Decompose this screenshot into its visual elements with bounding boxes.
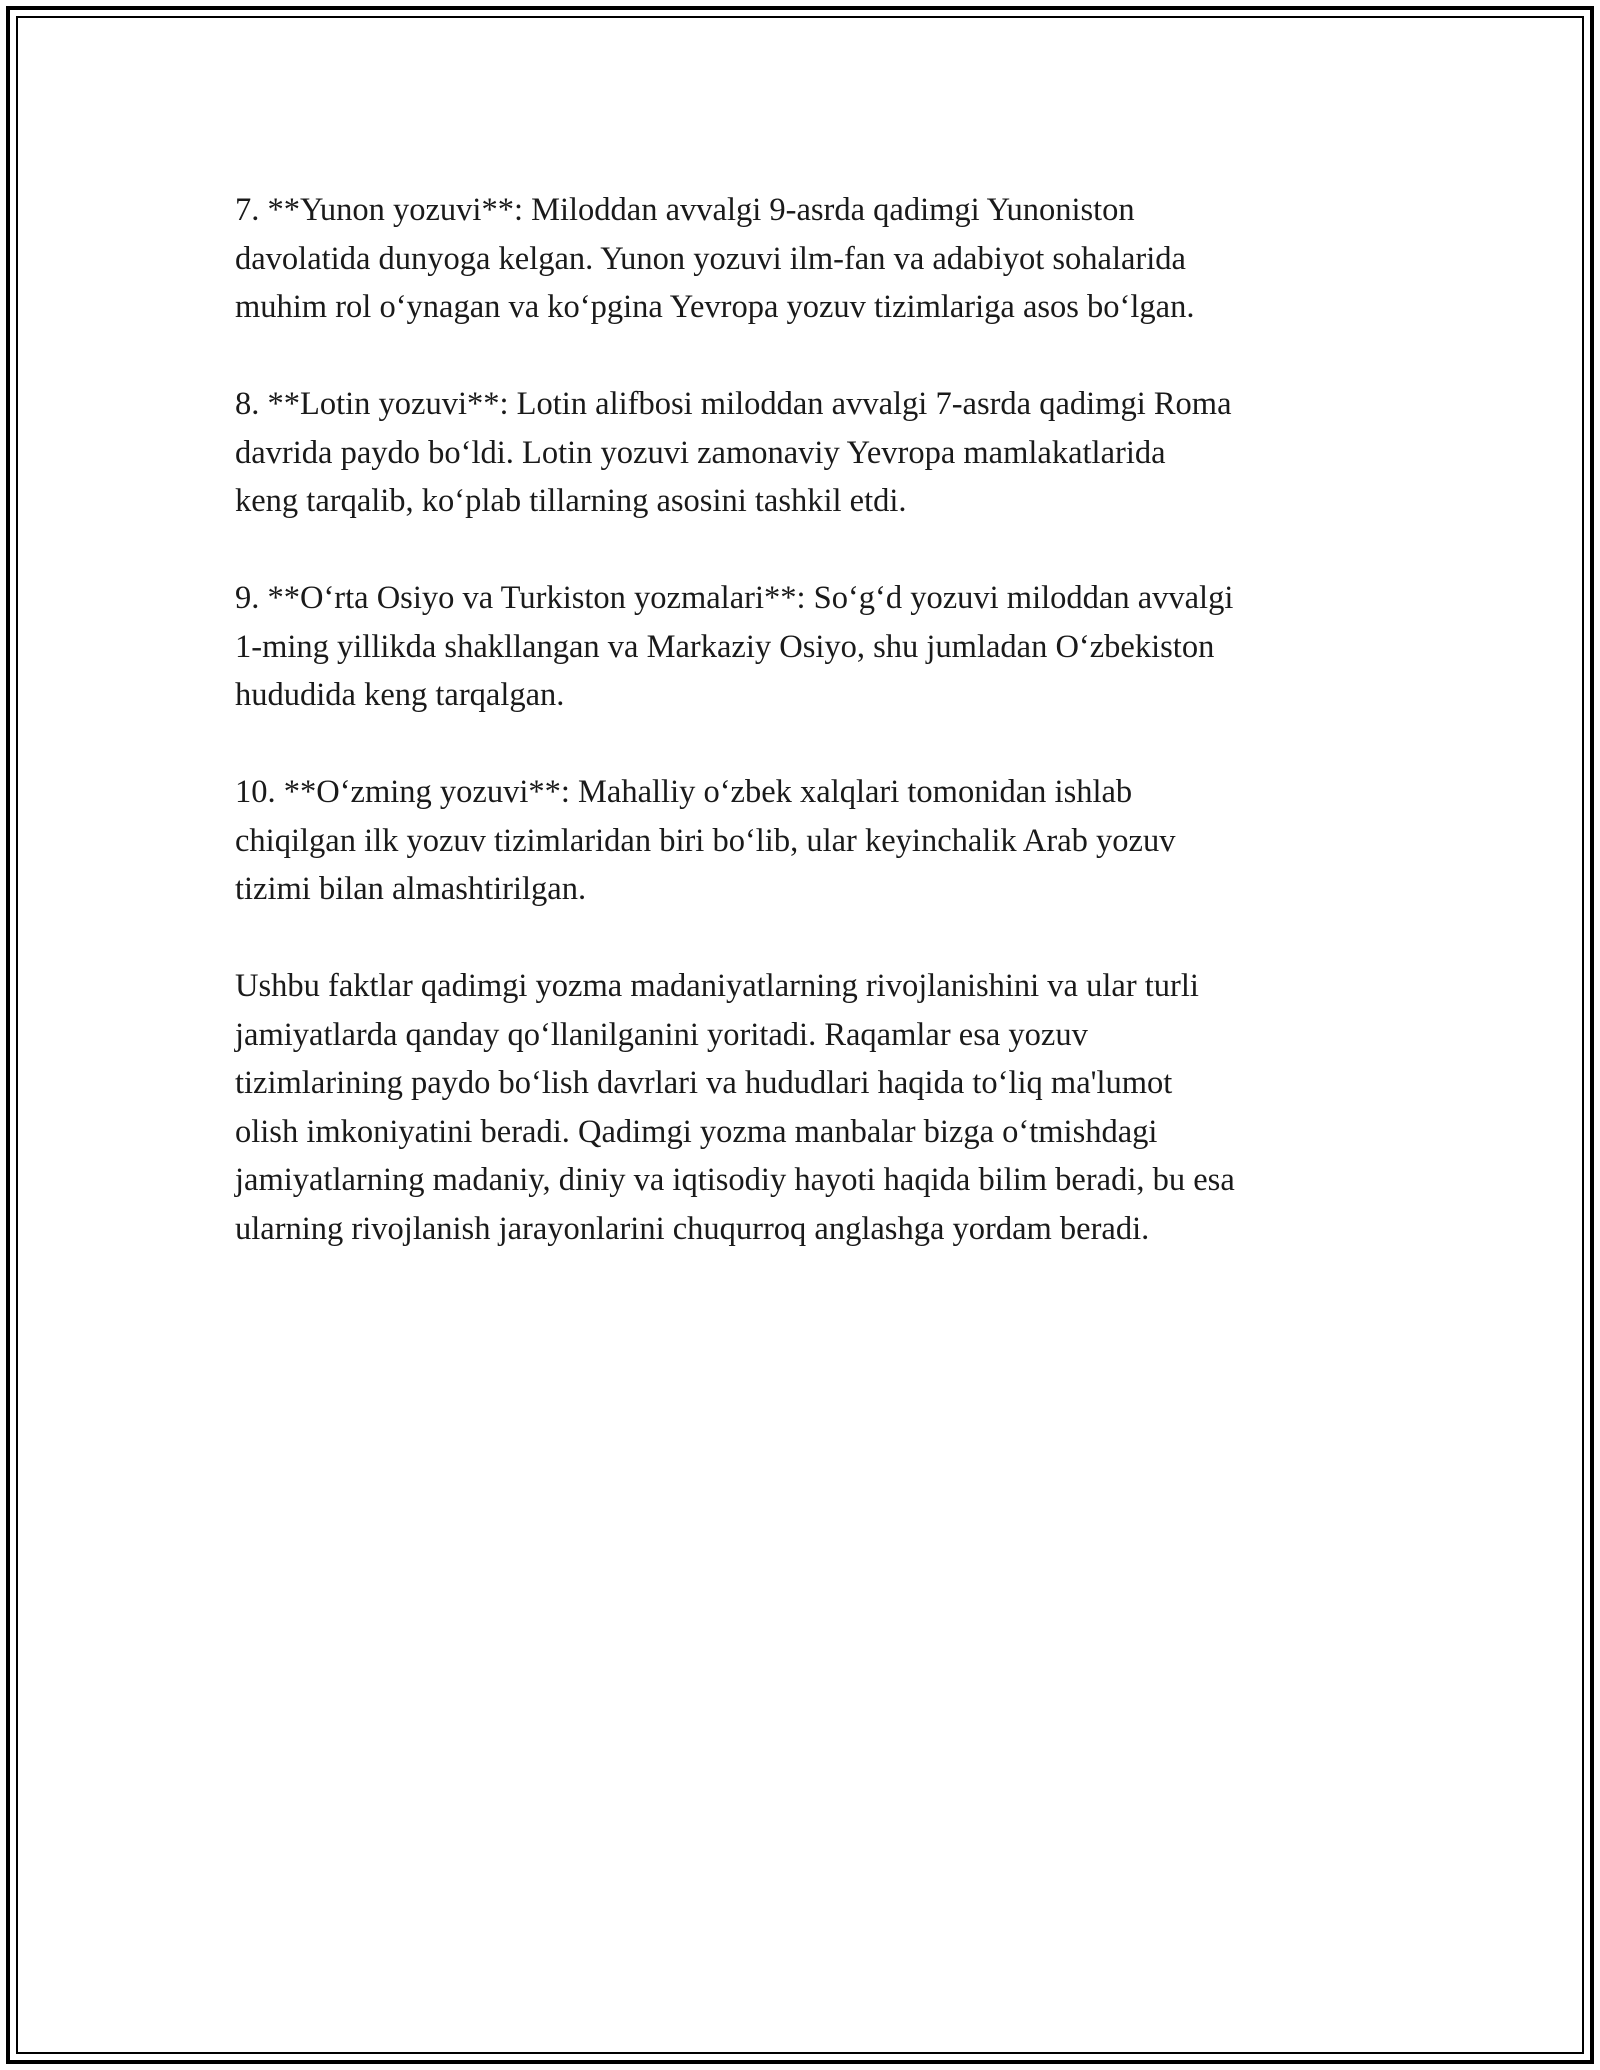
- paragraph-ozming-script: 10. **Oʻzming yozuvi**: Mahalliy oʻzbek xalqlari tomonidan ishlab chiqilgan ilk yozuv tizimlaridan biri boʻlib, ular keyinchalik Arab yozuv tizimi bilan almashtirilgan.: [235, 774, 1176, 907]
- paragraph-conclusion: Ushbu faktlar qadimgi yozma madaniyatlarning rivojlanishini va ular turli jamiyatlarda qanday qoʻllanilganini yoritadi. Raqamlar esa yozuv tizimlarining paydo boʻlish davrlari va hududlari haqida toʻliq ma'lumot olish imkoniyatini beradi. Qadimgi yozma manbalar bizga oʻtmishdagi jamiyatlarning madaniy, diniy va iqtisodiy hayoti haqida bilim beradi, bu esa ularning rivojlanish jarayonlarini chuqurroq anglashga yordam beradi.: [235, 968, 1235, 1247]
- paragraph-greek-script: 7. **Yunon yozuvi**: Miloddan avvalgi 9-asrda qadimgi Yunoniston davolatida dunyoga kelgan. Yunon yozuvi ilm-fan va adabiyot sohalarida muhim rol oʻynagan va koʻpgina Yevropa yozuv tizimlariga asos boʻlgan.: [235, 192, 1195, 325]
- paragraph-latin-script: 8. **Lotin yozuvi**: Lotin alifbosi miloddan avvalgi 7-asrda qadimgi Roma davrida paydo boʻldi. Lotin yozuvi zamonaviy Yevropa mamlakatlarida keng tarqalib, koʻplab tillarning asosini tashkil etdi.: [235, 386, 1232, 519]
- paragraph-central-asia-scripts: 9. **Oʻrta Osiyo va Turkiston yozmalari**: Soʻgʻd yozuvi miloddan avvalgi 1-ming yillikda shakllangan va Markaziy Osiyo, shu jumladan Oʻzbekiston hududida keng tarqalgan.: [235, 580, 1234, 713]
- document-body: [235, 186, 1375, 1302]
